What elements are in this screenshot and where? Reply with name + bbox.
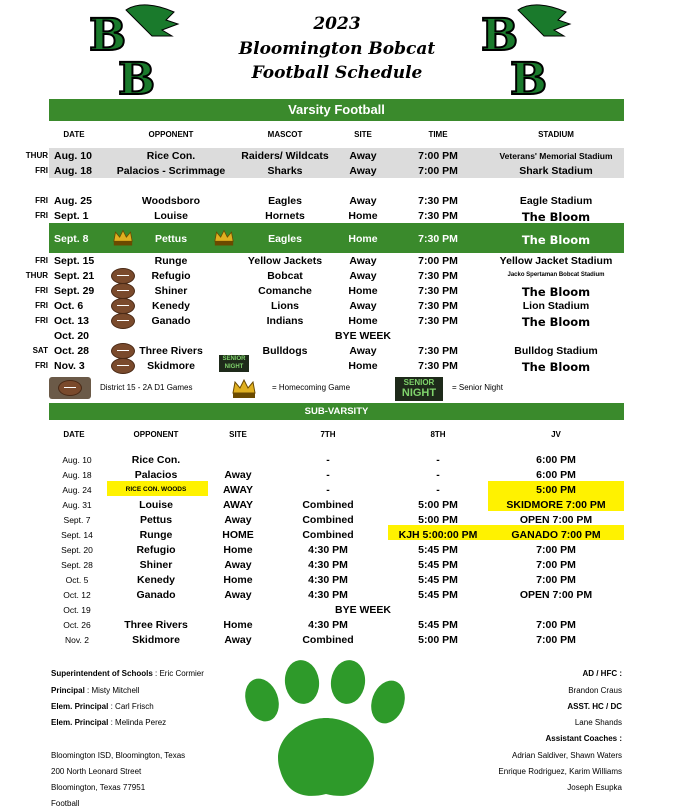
- varsity-opponent: Shiner: [154, 285, 188, 297]
- coaches-1: Adrian Saldiver, Shawn Waters: [512, 751, 622, 760]
- title-line2: Football Schedule: [251, 63, 423, 83]
- sv-seventh: -: [326, 484, 330, 496]
- sv-opponent: Ganado: [136, 589, 176, 601]
- varsity-opponent: Pettus: [154, 233, 188, 245]
- svg-text:B: B: [481, 10, 519, 61]
- varsity-stadium: The Bloom: [521, 210, 591, 224]
- varsity-date: Aug. 10: [54, 150, 92, 162]
- svg-text:B: B: [510, 54, 548, 98]
- address-2: 200 North Leonard Street: [51, 767, 142, 776]
- varsity-row: [0, 148, 674, 163]
- varsity-opponent: Kenedy: [152, 300, 190, 312]
- varsity-stadium: Eagle Stadium: [519, 195, 593, 207]
- subvarsity-row: [0, 602, 674, 617]
- varsity-time: 7:30 PM: [418, 315, 458, 327]
- varsity-site: Away: [349, 150, 377, 162]
- subvarsity-row: [0, 452, 674, 467]
- varsity-site: Away: [349, 345, 377, 357]
- coaches-2: Enrique Rodriguez, Karim Williams: [498, 767, 622, 776]
- superintendent: Superintendent of Schools : Eric Cormier: [51, 669, 204, 678]
- sv-opponent: Palacios: [134, 469, 178, 481]
- sv-date: Aug. 31: [62, 500, 92, 510]
- principal: Principal : Misty Mitchell: [51, 686, 140, 695]
- sv-date: Oct. 26: [63, 620, 91, 630]
- varsity-row: [0, 313, 674, 328]
- varsity-site: Away: [349, 165, 377, 177]
- varsity-row: [0, 358, 674, 373]
- subvarsity-row: [0, 572, 674, 587]
- sv-jv: 7:00 PM: [536, 559, 576, 571]
- varsity-date: Oct. 13: [54, 315, 90, 327]
- sv-jv: SKIDMORE 7:00 PM: [506, 499, 606, 511]
- sv-site: Home: [223, 544, 253, 556]
- varsity-time: 7:00 PM: [418, 165, 458, 177]
- varsity-time: 7:30 PM: [418, 300, 458, 312]
- varsity-site: Away: [349, 195, 377, 207]
- subvarsity-row: [0, 542, 674, 557]
- coaches-3: Joseph Esupka: [567, 783, 622, 792]
- varsity-mascot: Eagles: [268, 233, 302, 245]
- varsity-stadium: Bulldog Stadium: [514, 345, 598, 357]
- varsity-date: Oct. 20: [54, 330, 90, 342]
- varsity-date: Sept. 15: [54, 255, 95, 267]
- crown-icon: [213, 228, 235, 248]
- sv-site: Home: [223, 619, 253, 631]
- sv-jv: 5:00 PM: [536, 484, 576, 496]
- sv-site: AWAY: [223, 484, 253, 496]
- varsity-row: [0, 328, 674, 343]
- sv-seventh: Combined: [302, 514, 354, 526]
- varsity-row: [0, 193, 674, 208]
- sv-eighth: 5:45 PM: [418, 574, 458, 586]
- sv-eighth: 5:00 PM: [418, 634, 458, 646]
- address-4: Football: [51, 799, 80, 808]
- varsity-time: 7:30 PM: [418, 210, 458, 222]
- sv-col-jv: JV: [551, 430, 561, 439]
- varsity-stadium: Shark Stadium: [519, 165, 593, 177]
- varsity-opponent: Runge: [154, 255, 188, 267]
- varsity-day: FRI: [35, 166, 48, 175]
- sv-jv: 6:00 PM: [536, 469, 576, 481]
- bb-logo-left: [86, 2, 182, 98]
- sv-opponent: Refugio: [136, 544, 176, 556]
- sv-opponent: Runge: [139, 529, 173, 541]
- asst-name: Lane Shands: [574, 718, 622, 727]
- sv-jv: GANADO 7:00 PM: [511, 529, 601, 541]
- sv-site: Away: [224, 634, 252, 646]
- varsity-mascot: Comanche: [258, 285, 312, 297]
- sv-seventh: 4:30 PM: [308, 559, 348, 571]
- varsity-date: Sept. 8: [54, 233, 89, 245]
- varsity-mascot: Bulldogs: [262, 345, 308, 357]
- football-icon: [111, 313, 135, 329]
- sv-eighth: 5:45 PM: [418, 589, 458, 601]
- sv-date: Aug. 24: [62, 485, 92, 495]
- varsity-date: Sept. 21: [54, 270, 95, 282]
- varsity-opponent: Louise: [154, 210, 188, 222]
- sv-opponent: Skidmore: [132, 634, 180, 646]
- legend-district: District 15 - 2A D1 Games: [100, 383, 193, 392]
- sv-col-opponent: OPPONENT: [133, 430, 179, 439]
- varsity-site: Home: [348, 360, 378, 372]
- varsity-time: 7:30 PM: [418, 285, 458, 297]
- varsity-opponent: Palacios - Scrimmage: [116, 165, 226, 177]
- legend-senior: = Senior Night: [452, 383, 503, 392]
- varsity-time: 7:00 PM: [418, 150, 458, 162]
- varsity-opponent: Refugio: [151, 270, 191, 282]
- sv-seventh: 4:30 PM: [308, 589, 348, 601]
- sv-seventh: Combined: [302, 634, 354, 646]
- varsity-mascot: Yellow Jackets: [247, 255, 323, 267]
- varsity-site: Away: [349, 270, 377, 282]
- varsity-opponent: Ganado: [151, 315, 191, 327]
- sv-eighth: KJH 5:00:00 PM: [398, 529, 478, 541]
- varsity-site: Home: [348, 233, 378, 245]
- varsity-stadium: The Bloom: [521, 360, 591, 374]
- sv-jv: 6:00 PM: [536, 454, 576, 466]
- varsity-row: [0, 343, 674, 358]
- subvarsity-banner: SUB-VARSITY: [49, 403, 624, 420]
- varsity-day: THUR: [25, 271, 48, 280]
- varsity-day: FRI: [35, 234, 48, 243]
- varsity-date: Sept. 1: [54, 210, 89, 222]
- varsity-opponent: Skidmore: [147, 360, 195, 372]
- varsity-day: FRI: [35, 286, 48, 295]
- sv-eighth: 5:45 PM: [418, 559, 458, 571]
- paw-print-icon: [240, 660, 415, 805]
- sv-site: Away: [224, 469, 252, 481]
- col-site: SITE: [354, 130, 372, 139]
- varsity-stadium: Jacko Spertaman Bobcat Stadium: [507, 272, 605, 278]
- elem-principal-2: Elem. Principal : Melinda Perez: [51, 718, 167, 727]
- varsity-site: Home: [348, 315, 378, 327]
- varsity-site: BYE WEEK: [334, 330, 392, 342]
- varsity-site: Away: [349, 300, 377, 312]
- col-time: TIME: [428, 130, 448, 139]
- col-opponent: OPPONENT: [148, 130, 194, 139]
- svg-text:B: B: [89, 10, 127, 61]
- varsity-stadium: Yellow Jacket Stadium: [499, 255, 613, 267]
- elem-principal-1: Elem. Principal : Carl Frisch: [51, 702, 154, 711]
- varsity-time: 7:30 PM: [418, 195, 458, 207]
- varsity-date: Sept. 29: [54, 285, 95, 297]
- ad-label: AD / HFC :: [582, 669, 622, 678]
- football-icon: [111, 298, 135, 314]
- sv-eighth: 5:00 PM: [418, 499, 458, 511]
- varsity-row: [0, 283, 674, 298]
- football-icon: [111, 283, 135, 299]
- sv-eighth: -: [436, 454, 440, 466]
- sv-date: Aug. 10: [62, 455, 92, 465]
- varsity-stadium: The Bloom: [521, 233, 591, 247]
- varsity-site: Away: [349, 255, 377, 267]
- varsity-opponent: Woodsboro: [141, 195, 201, 207]
- sv-site: AWAY: [223, 499, 253, 511]
- col-date: DATE: [63, 130, 85, 139]
- varsity-day: FRI: [35, 196, 48, 205]
- sv-site: Away: [224, 514, 252, 526]
- football-icon: [111, 268, 135, 284]
- sv-col-date: DATE: [63, 430, 85, 439]
- subvarsity-row: [0, 482, 674, 497]
- subvarsity-row: [0, 557, 674, 572]
- varsity-mascot: Lions: [271, 300, 299, 312]
- football-icon: [111, 343, 135, 359]
- sv-seventh: -: [326, 454, 330, 466]
- varsity-time: 7:00 PM: [418, 255, 458, 267]
- subvarsity-row: [0, 512, 674, 527]
- legend-homecoming: = Homecoming Game: [272, 383, 351, 392]
- col-stadium: STADIUM: [538, 130, 574, 139]
- varsity-opponent: Rice Con.: [146, 150, 196, 162]
- sv-eighth: 5:45 PM: [418, 619, 458, 631]
- varsity-time: 7:30 PM: [418, 233, 458, 245]
- varsity-row: [0, 268, 674, 283]
- sv-eighth: -: [436, 484, 440, 496]
- varsity-mascot: Eagles: [268, 195, 302, 207]
- sv-eighth: 5:00 PM: [418, 514, 458, 526]
- sv-date: Sept. 7: [63, 515, 91, 525]
- sv-col-site: SITE: [229, 430, 247, 439]
- sv-seventh: BYE WEEK: [334, 604, 392, 616]
- varsity-row: [0, 253, 674, 268]
- varsity-time: 7:30 PM: [418, 345, 458, 357]
- col-mascot: MASCOT: [267, 130, 303, 139]
- sv-date: Nov. 2: [65, 635, 89, 645]
- address-3: Bloomington, Texas 77951: [51, 783, 146, 792]
- sv-seventh: Combined: [302, 499, 354, 511]
- varsity-date: Aug. 25: [54, 195, 92, 207]
- sv-date: Sept. 28: [61, 560, 93, 570]
- varsity-day: THUR: [25, 151, 48, 160]
- sv-opponent: RICE CON. WOODS: [125, 486, 187, 493]
- varsity-mascot: Hornets: [265, 210, 305, 222]
- varsity-site: Home: [348, 285, 378, 297]
- varsity-mascot: Bobcat: [267, 270, 303, 282]
- varsity-day: SAT: [32, 346, 48, 355]
- varsity-stadium: Lion Stadium: [522, 300, 590, 312]
- sv-site: Away: [224, 559, 252, 571]
- title-line1: Bloomington Bobcat: [238, 39, 436, 59]
- district-legend-ball: [49, 377, 91, 399]
- varsity-opponent: Three Rivers: [139, 345, 203, 357]
- varsity-time: 7:30 PM: [418, 360, 458, 372]
- sv-jv: OPEN 7:00 PM: [519, 514, 593, 526]
- varsity-day: FRI: [35, 361, 48, 370]
- sv-seventh: 4:30 PM: [308, 544, 348, 556]
- varsity-day: FRI: [35, 211, 48, 220]
- sv-date: Oct. 5: [65, 575, 89, 585]
- subvarsity-row: [0, 617, 674, 632]
- varsity-site: Home: [348, 210, 378, 222]
- sv-site: Away: [224, 589, 252, 601]
- sv-col-8th: 8TH: [430, 430, 446, 439]
- sv-date: Oct. 12: [63, 590, 91, 600]
- crown-icon: [112, 228, 134, 248]
- varsity-stadium: The Bloom: [521, 315, 591, 329]
- sv-date: Sept. 20: [61, 545, 93, 555]
- varsity-stadium: The Bloom: [521, 285, 591, 299]
- sv-jv: 7:00 PM: [536, 634, 576, 646]
- varsity-row: [0, 163, 674, 178]
- subvarsity-row: [0, 497, 674, 512]
- varsity-day: FRI: [35, 256, 48, 265]
- sv-jv: 7:00 PM: [536, 544, 576, 556]
- sv-seventh: 4:30 PM: [308, 619, 348, 631]
- sv-site: Home: [223, 574, 253, 586]
- address-1: Bloomington ISD, Bloomington, Texas: [51, 751, 186, 760]
- varsity-day: FRI: [35, 301, 48, 310]
- sv-date: Sept. 14: [61, 530, 93, 540]
- sv-jv: 7:00 PM: [536, 619, 576, 631]
- sv-jv: 7:00 PM: [536, 574, 576, 586]
- sv-opponent: Louise: [139, 499, 173, 511]
- sv-opponent: Rice Con.: [131, 454, 181, 466]
- sv-eighth: 5:45 PM: [418, 544, 458, 556]
- sv-site: HOME: [222, 529, 254, 541]
- crown-icon: [231, 377, 257, 401]
- sv-opponent: Kenedy: [137, 574, 175, 586]
- football-icon: [111, 358, 135, 374]
- subvarsity-row: [0, 632, 674, 647]
- varsity-banner: Varsity Football: [49, 99, 624, 121]
- varsity-date: Aug. 18: [54, 165, 92, 177]
- sv-eighth: -: [436, 469, 440, 481]
- sv-opponent: Shiner: [139, 559, 173, 571]
- varsity-time: 7:30 PM: [418, 270, 458, 282]
- varsity-mascot: Raiders/ Wildcats: [241, 150, 329, 162]
- varsity-date: Oct. 28: [54, 345, 90, 357]
- varsity-mascot: Sharks: [267, 165, 303, 177]
- ad-name: Brandon Craus: [568, 686, 622, 695]
- varsity-row: [0, 298, 674, 313]
- sv-seventh: Combined: [302, 529, 354, 541]
- varsity-date: Nov. 3: [54, 360, 85, 372]
- sv-seventh: 4:30 PM: [308, 574, 348, 586]
- varsity-date: Oct. 6: [54, 300, 84, 312]
- varsity-mascot: Indians: [266, 315, 304, 327]
- sv-date: Aug. 18: [62, 470, 92, 480]
- sv-opponent: Three Rivers: [124, 619, 188, 631]
- varsity-row: [0, 208, 674, 223]
- asst-label: ASST. HC / DC: [567, 702, 622, 711]
- senior-night-badge: SENIOR NIGHT: [395, 377, 443, 401]
- sv-seventh: -: [326, 469, 330, 481]
- sv-jv: OPEN 7:00 PM: [519, 589, 593, 601]
- sv-opponent: Pettus: [139, 514, 173, 526]
- senior-night-icon: SENIOR NIGHT: [219, 355, 249, 372]
- sv-date: Oct. 19: [63, 605, 91, 615]
- svg-text:B: B: [118, 54, 156, 98]
- coaches-label: Assistant Coaches :: [545, 734, 622, 743]
- varsity-row: [0, 231, 674, 246]
- sv-col-7th: 7TH: [320, 430, 336, 439]
- subvarsity-row: [0, 587, 674, 602]
- title-year: 2023: [313, 14, 361, 34]
- varsity-day: FRI: [35, 316, 48, 325]
- varsity-stadium: Veterans' Memorial Stadium: [499, 151, 613, 161]
- subvarsity-row: [0, 527, 674, 542]
- subvarsity-row: [0, 467, 674, 482]
